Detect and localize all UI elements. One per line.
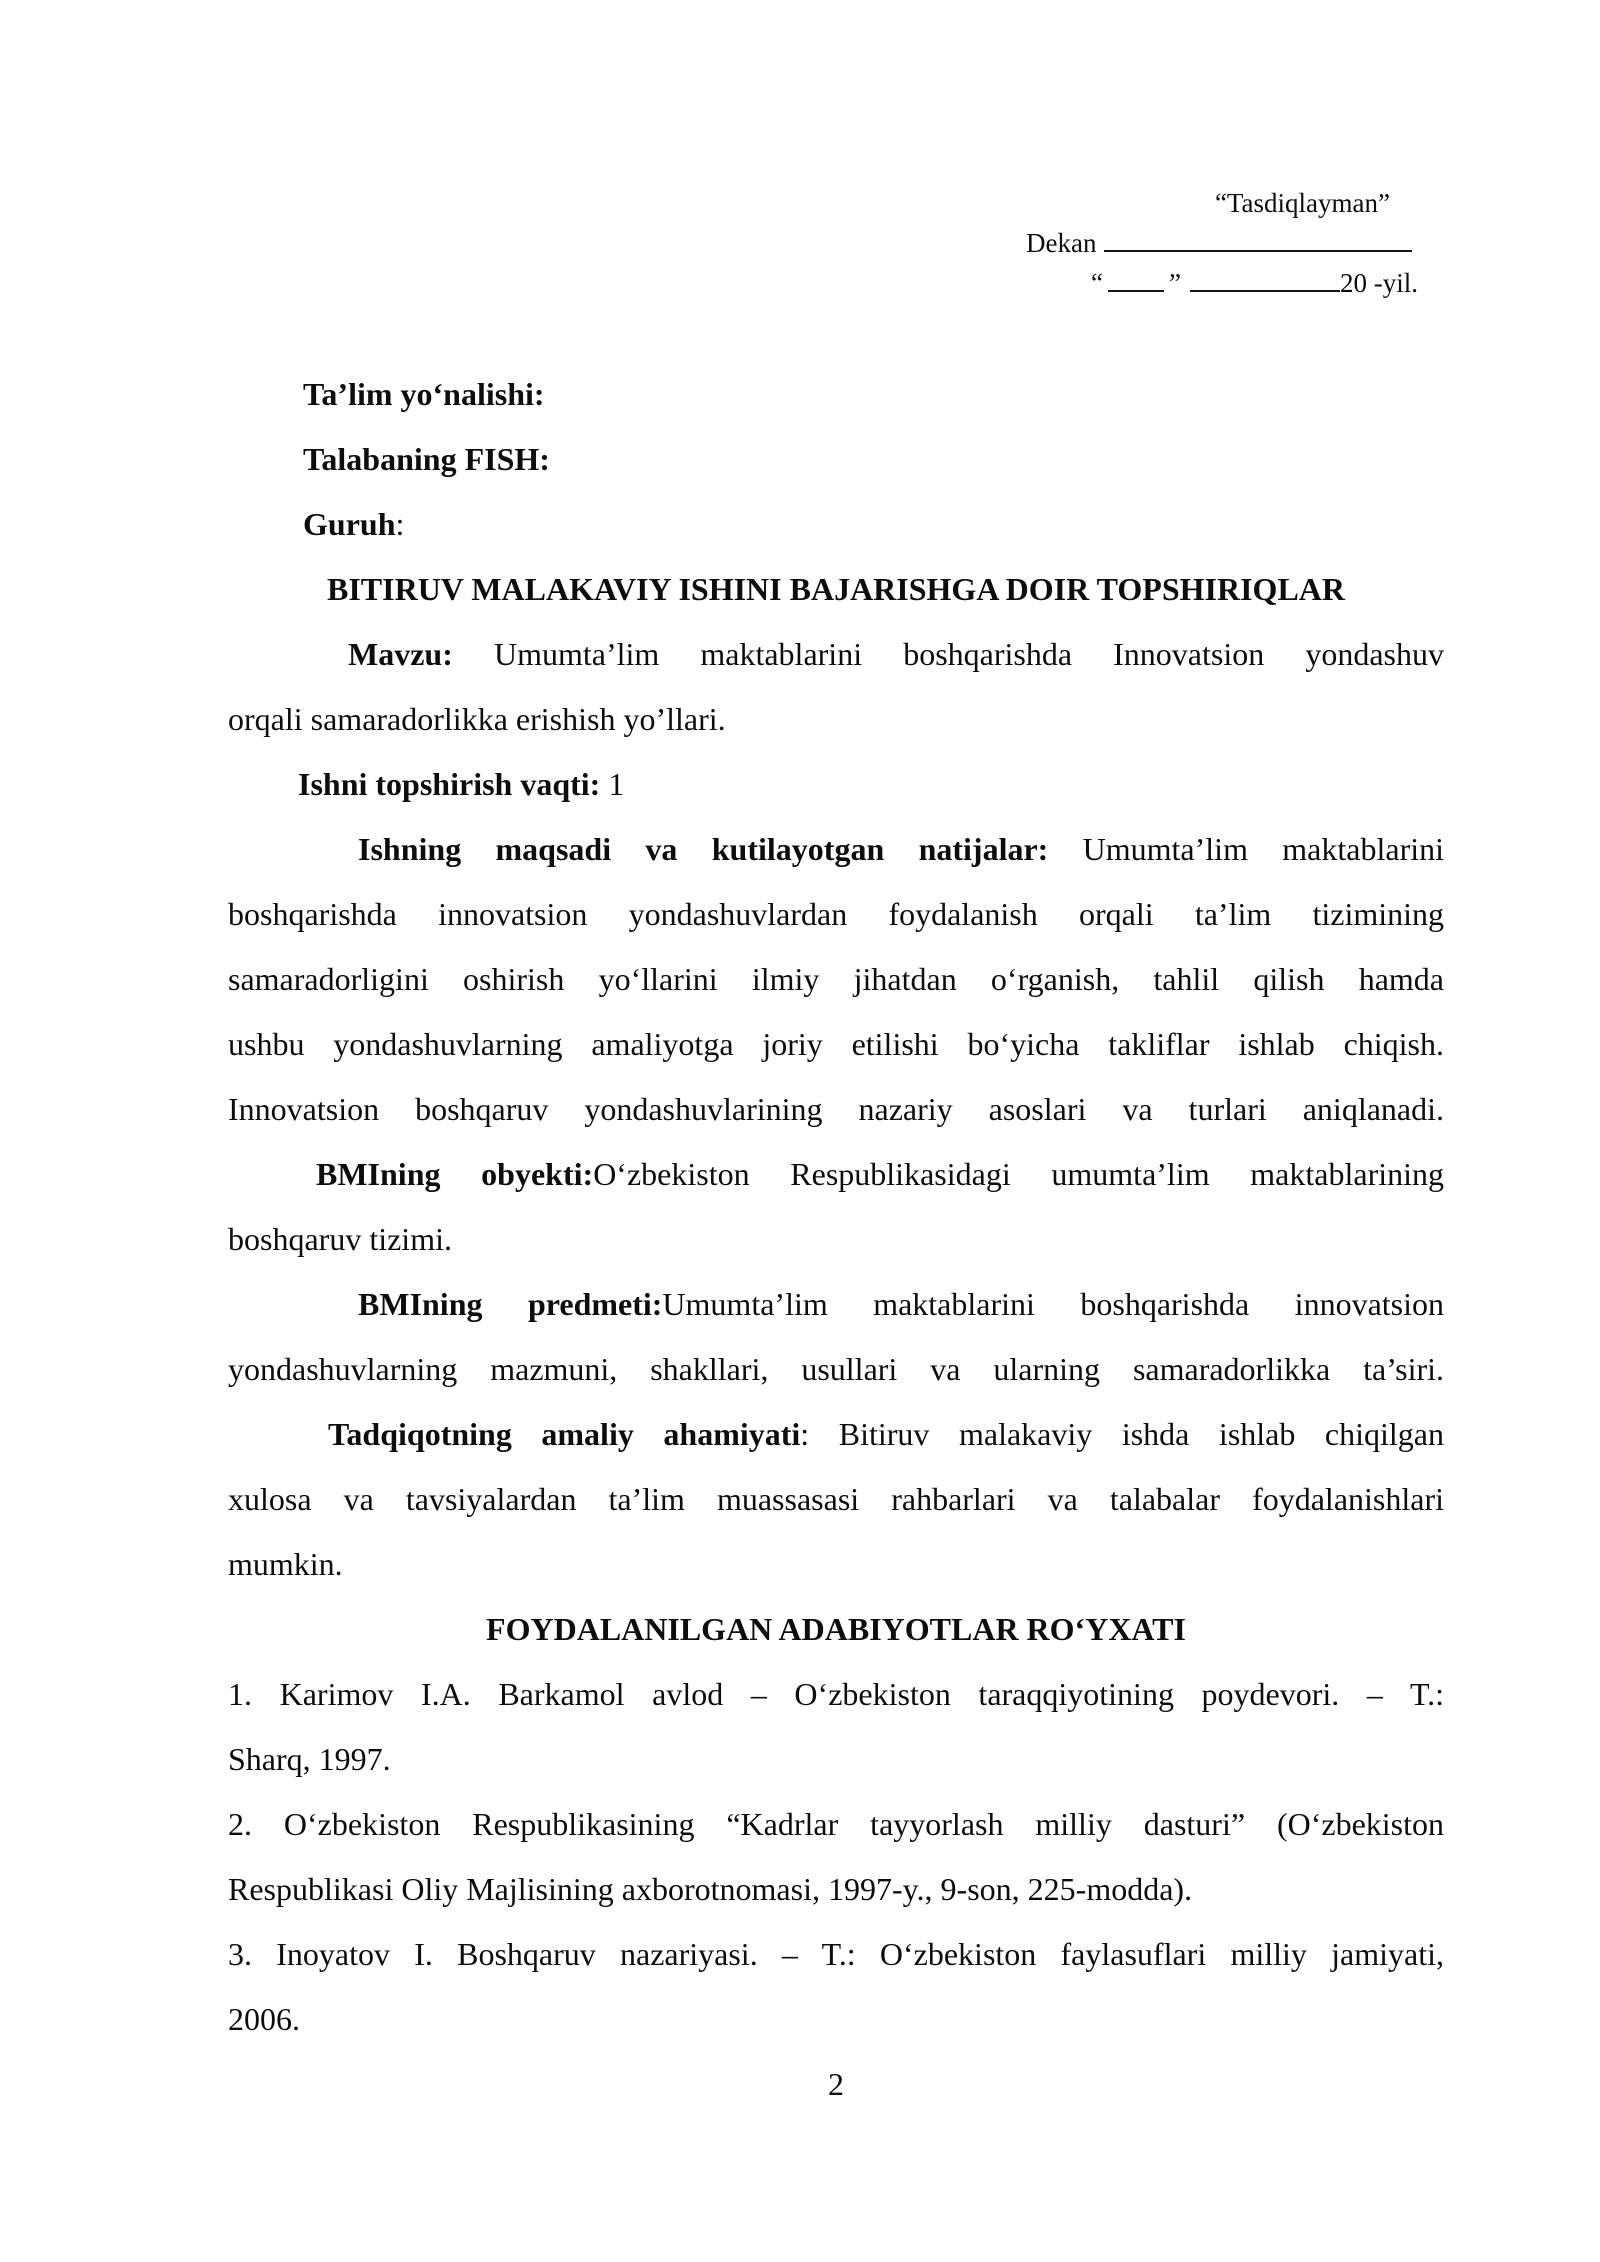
maqsad-line-4 bbox=[228, 1012, 1444, 1077]
text-run: BITIRUV MALAKAVIY ISHINI BAJARISHGA DOIR TOPSHIRIQLAR bbox=[326, 571, 1345, 607]
text-run: Tadqiqotning amaliy ahamiyati bbox=[328, 1416, 801, 1452]
text-run: Talabaning FISH: bbox=[303, 441, 550, 477]
text-run: ushbu yondashuvlarning amaliyotga joriy etilishi boʻyicha takliflar ishlab chiqish. bbox=[228, 1026, 1444, 1062]
date-month-line bbox=[1190, 290, 1340, 292]
ref-3-line-2 bbox=[228, 1987, 1444, 2052]
text-run: Umumta’lim maktablarini boshqarishda Innovatsion yondashuv bbox=[452, 636, 1444, 672]
predmet-line-2 bbox=[228, 1337, 1444, 1402]
text-run: orqali samaradorlikka erishish yo’llari. bbox=[228, 701, 726, 737]
approval-quote-text: “Tasdiqlayman” bbox=[1214, 188, 1390, 218]
text-run: 1 bbox=[600, 766, 625, 802]
dekan-signature-line bbox=[1104, 250, 1412, 252]
dekan-label: Dekan bbox=[1026, 228, 1097, 258]
text-run: Ta’lim yoʻnalishi: bbox=[303, 376, 545, 412]
text-run: 1. Karimov I.A. Barkamol avlod – Oʻzbekiston taraqqiyotining poydevori. – T.: bbox=[228, 1676, 1444, 1712]
text-run: samaradorligini oshirish yoʻllarini ilmiy jihatdan oʻrganish, tahlil qilish hamda bbox=[228, 961, 1444, 997]
date-line bbox=[1026, 263, 1418, 303]
text-run: FOYDALANILGAN ADABIYOTLAR ROʻYXATI bbox=[486, 1611, 1186, 1647]
text-run: Umumta’lim maktablarini bbox=[1048, 831, 1444, 867]
mavzu-line-2 bbox=[228, 687, 1444, 752]
section-title-topshiriqlar bbox=[228, 557, 1444, 622]
predmet-line-1 bbox=[228, 1272, 1444, 1337]
approval-quote-line bbox=[1026, 183, 1418, 223]
text-run: Mavzu: bbox=[348, 636, 453, 672]
text-run: Guruh bbox=[303, 506, 396, 542]
maqsad-line-3 bbox=[228, 947, 1444, 1012]
obyekt-line-2 bbox=[228, 1207, 1444, 1272]
body-lines bbox=[228, 362, 1444, 2052]
text-run: boshqarishda innovatsion yondashuvlardan foydalanish orqali ta’lim tizimining bbox=[228, 896, 1444, 932]
maqsad-line-5 bbox=[228, 1077, 1444, 1142]
ref-1-line-1 bbox=[228, 1662, 1444, 1727]
approval-block bbox=[1026, 183, 1418, 303]
maqsad-line-2 bbox=[228, 882, 1444, 947]
ref-2-line-2 bbox=[228, 1857, 1444, 1922]
year-label: 20 -yil. bbox=[1340, 268, 1418, 298]
section-title-adabiyotlar bbox=[228, 1597, 1444, 1662]
ref-1-line-2 bbox=[228, 1727, 1444, 1792]
text-run: Umumta’lim maktablarini boshqarishda innovatsion bbox=[662, 1286, 1444, 1322]
close-quote: ” bbox=[1169, 268, 1181, 298]
guruh-label bbox=[228, 492, 1444, 557]
date-day-line bbox=[1108, 290, 1164, 292]
obyekt-line-1 bbox=[228, 1142, 1444, 1207]
dekan-line bbox=[1026, 223, 1418, 263]
text-run: BMIning obyekti: bbox=[316, 1156, 594, 1192]
maqsad-line-1 bbox=[228, 817, 1444, 882]
talim-yonalishi-label bbox=[228, 362, 1444, 427]
text-run: BMIning predmeti: bbox=[358, 1286, 663, 1322]
open-quote: “ bbox=[1091, 268, 1104, 298]
text-run: xulosa va tavsiyalardan ta’lim muassasasi rahbarlari va talabalar foydalanishlari bbox=[228, 1481, 1444, 1517]
text-run: Respublikasi Oliy Majlisining axborotnomasi, 1997-y., 9-son, 225-modda). bbox=[228, 1871, 1193, 1907]
text-run: Sharq, 1997. bbox=[228, 1741, 391, 1777]
text-run: Ishni topshirish vaqti: bbox=[298, 766, 601, 802]
talabaning-fish-label bbox=[228, 427, 1444, 492]
ahamiyat-line-3 bbox=[228, 1532, 1444, 1597]
ishni-topshirish-line bbox=[228, 752, 1444, 817]
text-run: 3. Inoyatov I. Boshqaruv nazariyasi. – T.: Oʻzbekiston faylasuflari milliy jamiyati, bbox=[228, 1936, 1444, 1972]
text-run: Innovatsion boshqaruv yondashuvlarining nazariy asoslari va turlari aniqlanadi. bbox=[228, 1091, 1444, 1127]
mavzu-line-1 bbox=[228, 622, 1444, 687]
text-run: 2. Oʻzbekiston Respublikasining “Kadrlar tayyorlash milliy dasturi” (Oʻzbekiston bbox=[228, 1806, 1444, 1842]
ahamiyat-line-1 bbox=[228, 1402, 1444, 1467]
text-run: : Bitiruv malakaviy ishda ishlab chiqilgan bbox=[800, 1416, 1444, 1452]
text-run: 2006. bbox=[228, 2001, 300, 2037]
page-number: 2 bbox=[828, 2066, 844, 2102]
ref-3-line-1 bbox=[228, 1922, 1444, 1987]
text-run: Oʻzbekiston Respublikasidagi umumta’lim maktablarining bbox=[593, 1156, 1444, 1192]
text-run: : bbox=[395, 506, 405, 542]
text-run: boshqaruv tizimi. bbox=[228, 1221, 452, 1257]
text-run: yondashuvlarning mazmuni, shakllari, usullari va ularning samaradorlikka ta’siri. bbox=[228, 1351, 1444, 1387]
ahamiyat-line-2 bbox=[228, 1467, 1444, 1532]
text-run: mumkin. bbox=[228, 1546, 343, 1582]
ref-2-line-1 bbox=[228, 1792, 1444, 1857]
text-run: Ishning maqsadi va kutilayotgan natijalar: bbox=[358, 831, 1049, 867]
